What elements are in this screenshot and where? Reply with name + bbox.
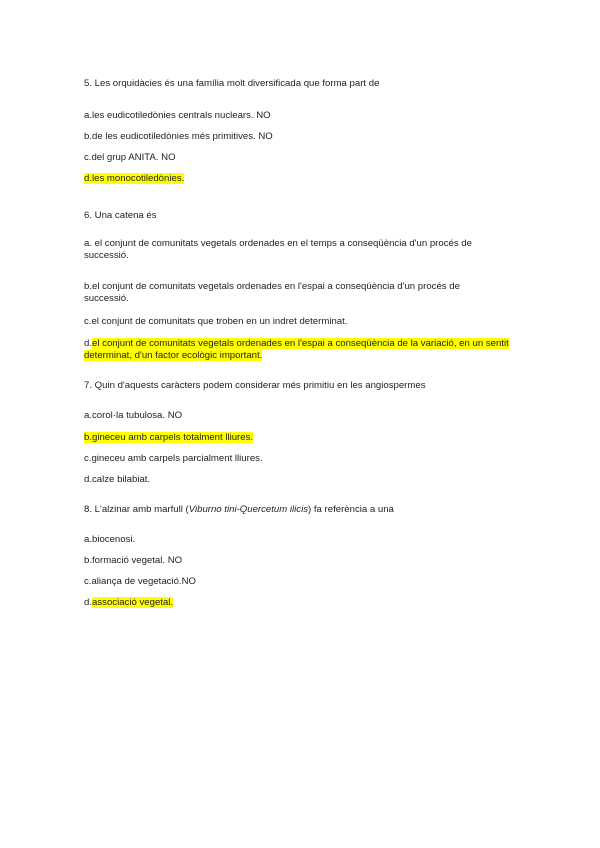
question-5-option-d [84,173,524,185]
question-6-option-c: c.el conjunt de comunitats que troben en un indret determinat. [84,316,348,327]
question-5-option-b: b.de les eudicotiledònies més primitives. NO [84,131,273,142]
question-7-option-c: c.gineceu amb carpels parcialment lliures. [84,453,263,464]
option-prefix: d. [84,338,93,349]
question-8-stem [84,504,524,516]
question-6-option-b: b.el conjunt de comunitats vegetals ordenades en l'espai a conseqüència d'un procés de successió. [84,281,460,304]
question-8-option-d [84,597,524,609]
stem-text: ) fa referència a una [308,504,394,515]
question-8-option-c: c.aliança de vegetació.NO [84,576,196,587]
question-7-option-b [84,432,524,444]
option-prefix: d. [84,597,93,608]
question-7-option-d: d.calze bilabiat. [84,474,151,485]
question-8-option-b: b.formació vegetal. NO [84,555,183,566]
stem-text: 8. L'alzinar amb marfull ( [84,504,189,515]
species-name: Viburno tini-Quercetum ilicis [188,504,309,515]
question-6-option-d [84,338,509,362]
question-5-stem: 5. Les orquidàcies és una família molt diversificada que forma part de [84,78,380,89]
highlighted-answer: b.gineceu amb carpels totalment lliures. [84,432,254,443]
question-8-option-a: a.biocenosi. [84,534,136,545]
question-7-option-a: a.corol·la tubulosa. NO [84,410,183,421]
question-7-stem: 7. Quin d'aquests caràcters podem considerar més primitiu en les angiospermes [84,380,426,391]
question-6-option-a: a. el conjunt de comunitats vegetals ordenades en el temps a conseqüència d'un procés de successió. [84,238,472,261]
question-5-option-a: a.les eudicotiledònies centrals nuclears. NO [84,110,271,121]
question-5-option-c: c.del grup ANITA. NO [84,152,176,163]
highlighted-answer: associació vegetal. [92,597,174,608]
question-6-stem: 6. Una catena és [84,210,157,221]
highlighted-answer: el conjunt de comunitats vegetals ordenades en l'espai a conseqüència de la variació, en un sentit determinat, d'un factor ecològic important. [84,338,509,361]
highlighted-answer: d.les monocotiledònies. [84,173,185,184]
